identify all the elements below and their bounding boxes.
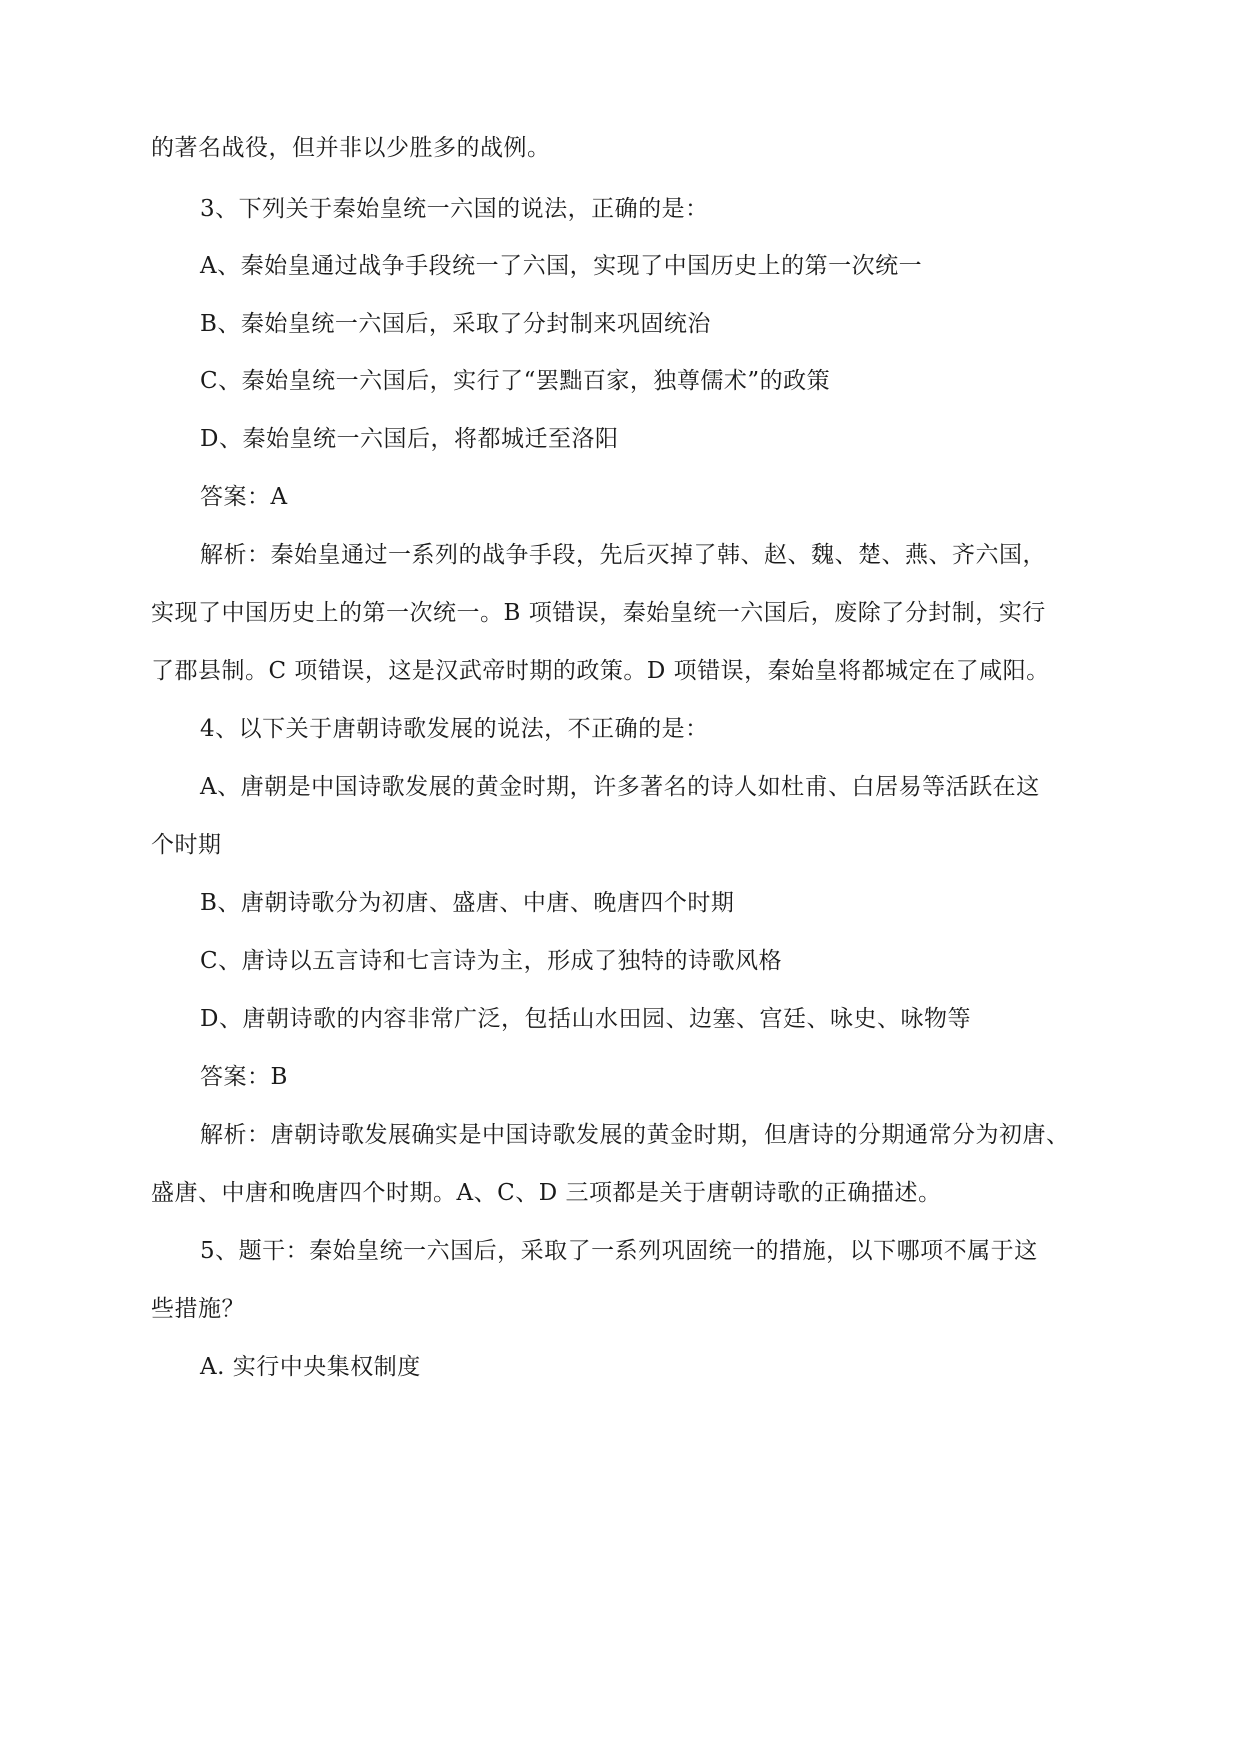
question-4-answer: 答案：B [200, 1064, 288, 1090]
question-4-option-b: B、唐朝诗歌分为初唐、盛唐、中唐、晚唐四个时期 [200, 890, 735, 916]
question-5-stem: 5、题干：秦始皇统一六国后，采取了一系列巩固统一的措施，以下哪项不属于这 [200, 1238, 1038, 1264]
question-5-option-a: A. 实行中央集权制度 [200, 1354, 421, 1380]
question-4-stem: 4、以下关于唐朝诗歌发展的说法，不正确的是： [200, 716, 709, 742]
question-5-stem-cont: 些措施？ [151, 1296, 245, 1322]
question-4-analysis-cont: 盛唐、中唐和晚唐四个时期。A、C、D 三项都是关于唐朝诗歌的正确描述。 [151, 1180, 942, 1206]
question-3-option-c: C、秦始皇统一六国后，实行了“罢黜百家，独尊儒术”的政策 [200, 368, 831, 394]
question-3-option-b: B、秦始皇统一六国后，采取了分封制来巩固统治 [200, 311, 711, 337]
question-3-analysis-cont-1: 实现了中国历史上的第一次统一。B 项错误，秦始皇统一六国后，废除了分封制，实行 [151, 600, 1046, 626]
question-3-option-a: A、秦始皇通过战争手段统一了六国，实现了中国历史上的第一次统一 [200, 253, 923, 279]
question-4-option-d: D、唐朝诗歌的内容非常广泛，包括山水田园、边塞、宫廷、咏史、咏物等 [200, 1006, 971, 1032]
text-line-continuation: 的著名战役，但并非以少胜多的战例。 [151, 135, 551, 161]
question-3-stem: 3、下列关于秦始皇统一六国的说法，正确的是： [200, 196, 709, 222]
question-3-option-d: D、秦始皇统一六国后，将都城迁至洛阳 [200, 426, 619, 452]
question-4-analysis: 解析：唐朝诗歌发展确实是中国诗歌发展的黄金时期，但唐诗的分期通常分为初唐、 [200, 1122, 1070, 1148]
question-4-option-a: A、唐朝是中国诗歌发展的黄金时期，许多著名的诗人如杜甫、白居易等活跃在这 [200, 774, 1040, 800]
question-4-option-a-cont: 个时期 [151, 832, 222, 858]
question-4-option-c: C、唐诗以五言诗和七言诗为主，形成了独特的诗歌风格 [200, 948, 783, 974]
question-3-answer: 答案：A [200, 484, 288, 510]
question-3-analysis-cont-2: 了郡县制。C 项错误，这是汉武帝时期的政策。D 项错误，秦始皇将都城定在了咸阳。 [151, 658, 1050, 684]
question-3-analysis: 解析：秦始皇通过一系列的战争手段，先后灭掉了韩、赵、魏、楚、燕、齐六国， [200, 542, 1046, 568]
